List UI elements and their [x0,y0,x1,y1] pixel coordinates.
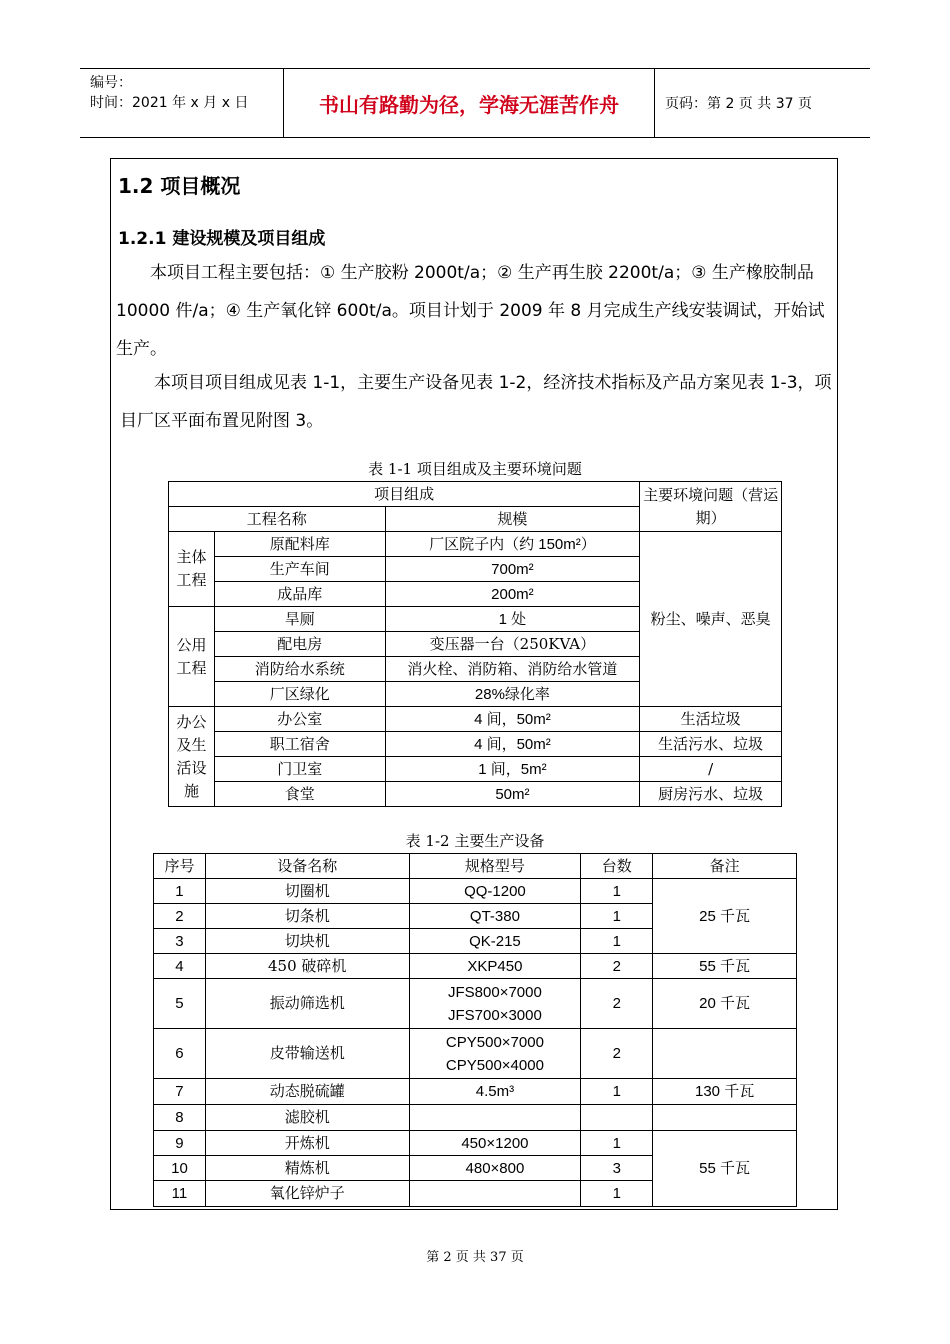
table2-cell-no: 6 [154,1029,206,1079]
paragraph-2-text: 本项目项目组成见表 1-1，主要生产设备见表 1-2，经济技术指标及产品方案见表 1-3，项目厂区平面布置见附图 3。 [120,373,832,431]
project-composition-table [168,481,782,807]
table1-cell-name: 职工宿舍 [214,732,385,757]
table2-cell-qty: 1 [581,1131,653,1156]
table2-cell-name: 精炼机 [205,1156,409,1181]
table2-cell-no: 10 [154,1156,206,1181]
table2-cell-note: 55 千瓦 [653,1131,797,1207]
table2-header: 设备名称 [205,854,409,879]
table2-cell-name: 切条机 [205,904,409,929]
table2-cell-no: 3 [154,929,206,954]
page-footer: 第 2 页 共 37 页 [426,1250,524,1265]
table2-cell-no: 8 [154,1105,206,1131]
table1-cell-scale: 厂区院子内（约 150m²） [385,532,640,557]
table2-cell-no: 2 [154,904,206,929]
table1-cell-env: / [640,757,782,782]
table2-cell-name: 动态脱硫罐 [205,1079,409,1105]
table2-cell-name: 450 破碎机 [205,954,409,979]
table1-cell-scale: 4 间，50m² [385,707,640,732]
equipment-table [153,853,797,1207]
subsection-heading: 1.2.1 建设规模及项目组成 [118,229,326,249]
table1-header-env: 主要环境问题（营运期） [640,482,782,532]
time-label: 时间：2021 年 x 月 x 日 [90,95,249,111]
table1-group-main: 主体工程 [169,532,215,607]
table1-cell-scale: 50m² [385,782,640,807]
table2-cell-note: 130 千瓦 [653,1079,797,1105]
table2-cell-no: 4 [154,954,206,979]
table2-cell-spec [409,1181,581,1207]
table2-cell-spec: 450×1200 [409,1131,581,1156]
table2-cell-note: 20 千瓦 [653,979,797,1029]
table1-cell-name: 原配料库 [214,532,385,557]
table2-cell-name: 氧化锌炉子 [205,1181,409,1207]
table2-cell-spec: 4.5m³ [409,1079,581,1105]
table2-cell-name: 滤胶机 [205,1105,409,1131]
table2-caption: 表 1-2 主要生产设备 [405,832,545,850]
table1-cell-scale: 700m² [385,557,640,582]
table1-cell-env: 厨房污水、垃圾 [640,782,782,807]
table1-cell-name: 食堂 [214,782,385,807]
table1-cell-name: 成品库 [214,582,385,607]
table1-cell-name: 旱厕 [214,607,385,632]
table2-spec-line: JFS700×3000 [448,1006,542,1024]
table1-cell-name: 生产车间 [214,557,385,582]
page-header [80,68,870,138]
table2-cell-name: 切圈机 [205,879,409,904]
table2-cell-note [653,1029,797,1079]
header-page-number: 页码：第 2 页 共 37 页 [665,96,812,112]
table2-cell-name: 切块机 [205,929,409,954]
table2-cell-qty: 2 [581,979,653,1029]
table2-cell-spec [409,1029,581,1079]
table1-cell-scale: 4 间，50m² [385,732,640,757]
table1-cell-scale: 1 间，5m² [385,757,640,782]
table1-cell-scale: 28%绿化率 [385,682,640,707]
table2-cell-no: 11 [154,1181,206,1207]
paragraph-1 [116,254,836,368]
table1-group-office: 办公及生活设施 [169,707,215,807]
table1-env-main: 粉尘、噪声、恶臭 [640,532,782,707]
table2-cell-no: 9 [154,1131,206,1156]
table1-cell-name: 配电房 [214,632,385,657]
table2-header: 台数 [581,854,653,879]
table2-cell-note: 25 千瓦 [653,879,797,954]
table2-cell-qty: 1 [581,904,653,929]
table2-cell-qty: 1 [581,1079,653,1105]
table2-cell-qty: 3 [581,1156,653,1181]
table1-cell-env: 生活污水、垃圾 [640,732,782,757]
table1-cell-scale: 变压器一台（250KVA） [385,632,640,657]
table2-cell-qty: 1 [581,1181,653,1207]
table2-cell-spec [409,979,581,1029]
table2-cell-qty: 1 [581,879,653,904]
table1-group-public: 公用工程 [169,607,215,707]
table2-header: 序号 [154,854,206,879]
header-motto: 书山有路勤为径，学海无涯苦作舟 [284,69,655,137]
table2-cell-qty: 1 [581,929,653,954]
table1-cell-name: 厂区绿化 [214,682,385,707]
paragraph-2 [120,364,832,440]
table2-cell-qty: 2 [581,954,653,979]
table1-cell-scale: 1 处 [385,607,640,632]
table2-spec-line: CPY500×7000 [445,1033,544,1051]
table1-cell-scale: 200m² [385,582,640,607]
table1-header-name: 工程名称 [169,507,386,532]
table2-cell-note: 55 千瓦 [653,954,797,979]
table2-cell-name: 振动筛选机 [205,979,409,1029]
table2-cell-name: 皮带输送机 [205,1029,409,1079]
table2-cell-spec: QT-380 [409,904,581,929]
table2-cell-name: 开炼机 [205,1131,409,1156]
table2-cell-note [653,1105,797,1131]
table1-header-scale: 规模 [385,507,640,532]
table2-spec-line: CPY500×4000 [445,1056,544,1074]
table2-header: 规格型号 [409,854,581,879]
table2-cell-no: 5 [154,979,206,1029]
header-meta [80,69,284,137]
paragraph-1-text: 本项目工程主要包括：① 生产胶粉 2000t/a；② 生产再生胶 2200t/a；③ 生产橡胶制品 10000 件/a；④ 生产氧化锌 600t/a。项目计划于 2009 年 8 月完成生产线安装调试，开始试生产。 [116,263,825,359]
code-label: 编号： [90,75,132,91]
table1-cell-env: 生活垃圾 [640,707,782,732]
table2-cell-spec: XKP450 [409,954,581,979]
table1-cell-scale: 消火栓、消防箱、消防给水管道 [385,657,640,682]
table1-caption: 表 1-1 项目组成及主要环境问题 [368,460,582,478]
table2-cell-spec: QK-215 [409,929,581,954]
section-heading: 1.2 项目概况 [118,174,241,198]
table2-cell-spec [409,1105,581,1131]
table1-cell-name: 门卫室 [214,757,385,782]
table2-spec-line: JFS800×7000 [448,983,542,1001]
table2-cell-qty [581,1105,653,1131]
table1-cell-name: 办公室 [214,707,385,732]
table2-cell-spec: 480×800 [409,1156,581,1181]
table1-cell-name: 消防给水系统 [214,657,385,682]
table1-header-group: 项目组成 [169,482,640,507]
table2-cell-spec: QQ-1200 [409,879,581,904]
table2-cell-no: 7 [154,1079,206,1105]
table2-header: 备注 [653,854,797,879]
table2-cell-no: 1 [154,879,206,904]
table2-cell-qty: 2 [581,1029,653,1079]
